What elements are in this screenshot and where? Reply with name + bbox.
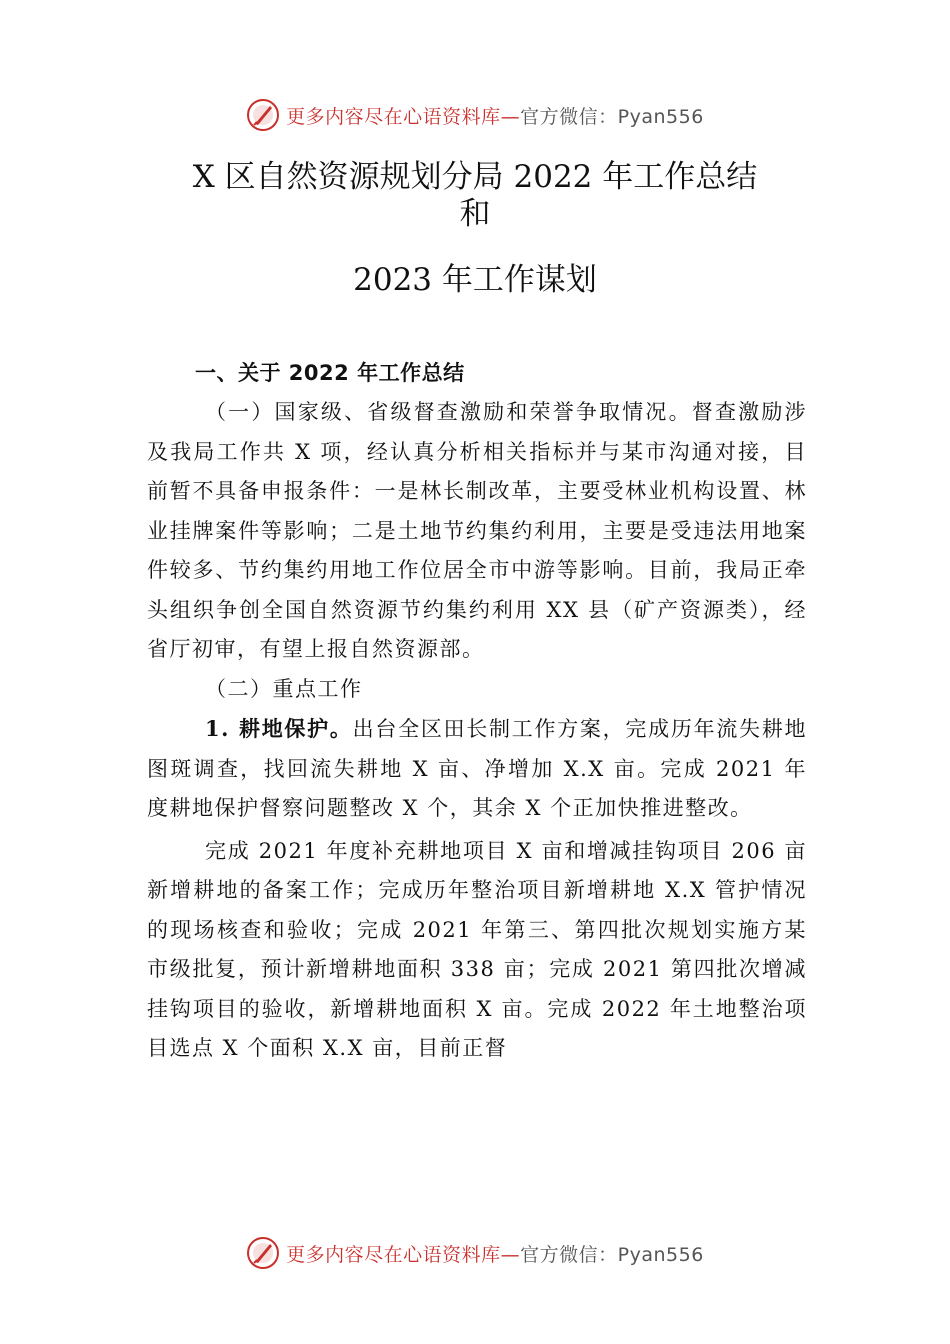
section-heading-2: （二）重点工作 <box>205 676 363 701</box>
header-watermark <box>0 95 950 135</box>
quill-logo-icon <box>246 1236 280 1270</box>
item-label-farmland: 1. 耕地保护。 <box>205 716 353 741</box>
quill-logo-icon <box>246 98 280 132</box>
section-heading-1: 一、关于 2022 年工作总结 <box>195 361 465 385</box>
watermark-wechat: 官方微信：Pyan556 <box>520 105 704 128</box>
watermark-text: 更多内容尽在心语资料库—官方微信：Pyan556 <box>286 105 704 128</box>
watermark-wechat: 官方微信：Pyan556 <box>520 1243 704 1266</box>
document-title-line3: 2023 年工作谋划 <box>353 262 597 298</box>
document-title-line2: 和 <box>459 196 491 232</box>
item-text-farmland: 出台全区田长制工作方案，完成历年流失耕地图斑调查，找回流失耕地 X 亩、净增加 X.X 亩。完成 2021 年度耕地保护督察问题整改 X 个，其余 X 个正加快推进整改。 <box>147 717 808 820</box>
paragraph-farmland-protection <box>147 709 807 829</box>
paragraph-inspection-incentives: （一）国家级、省级督查激励和荣誉争取情况。督查激励涉及我局工作共 X 项，经认真分析相关指标并与某市沟通对接，目前暂不具备申报条件：一是林长制改革，主要受林业机构设置、林业挂牌案件等影响；二是土地节约集约利用，主要是受违法用地案件较多、节约集约用地工作位居全市中游等影响。目前，我局正牵头组织争创全国自然资源节约集约利用 XX 县（矿产资源类），经省厅初审，有望上报自然资源部。 <box>147 400 807 661</box>
document-title-line1: X 区自然资源规划分局 2022 年工作总结 <box>192 159 758 195</box>
watermark-text: 更多内容尽在心语资料库—官方微信：Pyan556 <box>286 1243 704 1266</box>
footer-watermark <box>0 1233 950 1273</box>
paragraph-supplementary-farmland: 完成 2021 年度补充耕地项目 X 亩和增减挂钩项目 206 亩新增耕地的备案工作；完成历年整治项目新增耕地 X.X 管护情况的现场核查和验收；完成 2021 年第三、第四批次规划实施方某市级批复，预计新增耕地面积 338 亩；完成 2021 第四批次增减挂钩项目的验收，新增耕地面积 X 亩。完成 2022 年土地整治项目选点 X 个面积 X.X 亩，目前正督 <box>147 838 807 1060</box>
document-body <box>147 353 807 1069</box>
